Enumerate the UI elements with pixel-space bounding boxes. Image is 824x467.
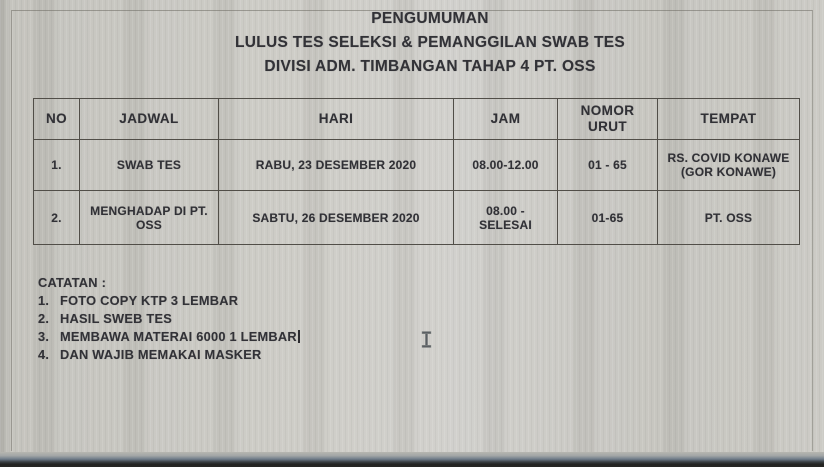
cell-no: 2.	[34, 191, 80, 245]
note-number: 1.	[38, 293, 50, 308]
title-line-2: LULUS TES SELEKSI & PEMANGGILAN SWAB TES	[234, 34, 626, 51]
note-number: 3.	[38, 329, 50, 344]
cell-tempat: RS. COVID KONAWE (GOR KONAWE)	[658, 140, 800, 191]
col-header-nomor-urut: NOMOR URUT	[558, 99, 658, 140]
schedule-table	[33, 98, 800, 245]
cell-jam: 08.00-12.00	[454, 140, 558, 191]
list-item	[38, 328, 458, 346]
document-title	[36, 7, 824, 79]
cell-jadwal: MENGHADAP DI PT. OSS	[80, 191, 219, 245]
i-beam-cursor-icon	[421, 331, 432, 348]
text-caret	[298, 330, 300, 343]
cell-tempat: PT. OSS	[658, 191, 800, 245]
cell-nomor-urut: 01-65	[558, 191, 658, 245]
note-text: MEMBAWA MATERAI 6000 1 LEMBAR	[60, 328, 300, 346]
cell-hari: SABTU, 26 DESEMBER 2020	[219, 191, 454, 245]
table-row	[34, 140, 800, 191]
cell-jam: 08.00 - SELESAI	[454, 191, 558, 245]
cell-jadwal: SWAB TES	[80, 140, 219, 191]
list-item	[38, 292, 458, 310]
cell-no: 1.	[34, 140, 80, 191]
notes-section	[38, 274, 458, 364]
col-header-jadwal: JADWAL	[80, 99, 219, 140]
col-header-tempat: TEMPAT	[658, 99, 800, 140]
note-number: 4.	[38, 347, 50, 362]
title-line-3: DIVISI ADM. TIMBANGAN TAHAP 4 PT. OSS	[264, 58, 596, 75]
col-header-jam: JAM	[454, 99, 558, 140]
note-number: 2.	[38, 311, 50, 326]
title-line-1: PENGUMUMAN	[371, 10, 489, 27]
notes-heading: CATATAN :	[38, 275, 107, 290]
col-header-no: NO	[34, 99, 80, 140]
note-text: HASIL SWEB TES	[60, 311, 173, 326]
cell-hari: RABU, 23 DESEMBER 2020	[219, 140, 454, 191]
list-item	[38, 310, 458, 328]
note-text: FOTO COPY KTP 3 LEMBAR	[60, 293, 239, 308]
table-row	[34, 191, 800, 245]
monitor-bottom-bezel	[0, 452, 824, 467]
col-header-hari: HARI	[219, 99, 454, 140]
table-header-row	[34, 99, 800, 140]
cell-nomor-urut: 01 - 65	[558, 140, 658, 191]
note-text: DAN WAJIB MEMAKAI MASKER	[60, 347, 262, 362]
list-item	[38, 346, 458, 364]
